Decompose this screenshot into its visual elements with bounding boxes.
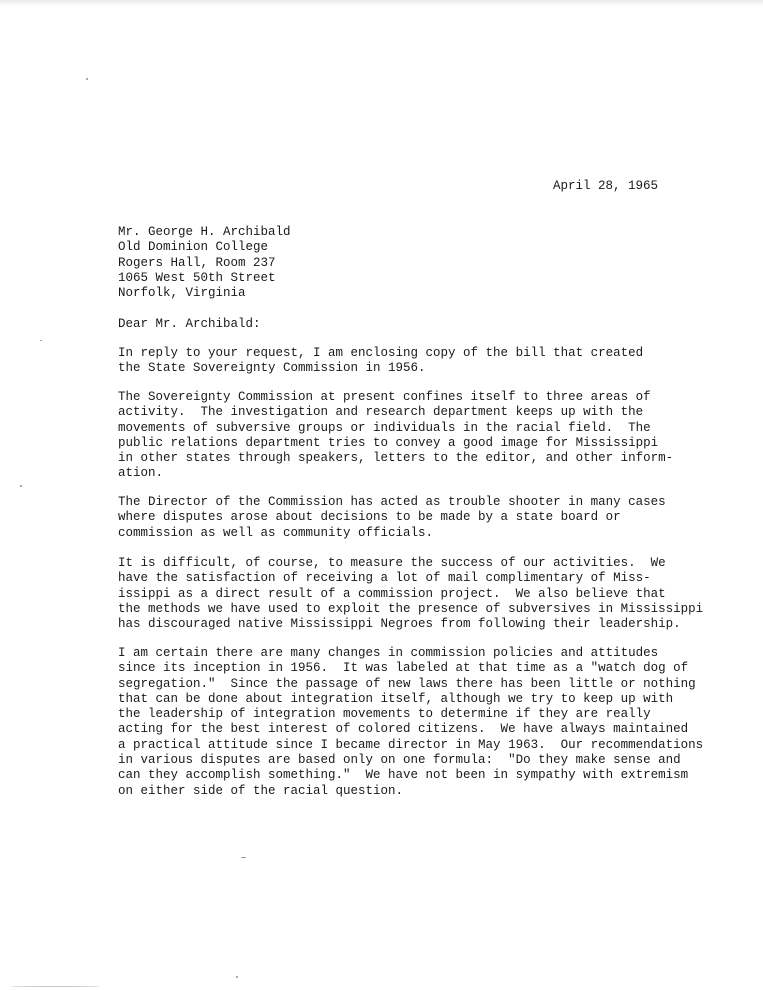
- paragraph-4: [118, 556, 703, 632]
- paragraph-line: acting for the best interest of colored citizens. We have always maintained: [118, 722, 689, 737]
- address-line: Rogers Hall, Room 237: [118, 255, 276, 270]
- salutation: [118, 317, 261, 332]
- paragraph-line: in other states through speakers, letters to the editor, and other inform-: [118, 451, 674, 466]
- paragraph-line: ation.: [118, 466, 164, 481]
- paragraph-line: can they accomplish something." We have not been in sympathy with extremism: [118, 768, 689, 783]
- recipient-address: [118, 225, 291, 301]
- paragraph-line: public relations department tries to convey a good image for Mississippi: [118, 435, 659, 450]
- date-text: April 28, 1965: [553, 179, 659, 193]
- paragraph-line: where disputes arose about decisions to be made by a state board or: [118, 510, 621, 525]
- paragraph-line: activity. The investigation and research department keeps up with the: [118, 405, 644, 420]
- paragraph-line: In reply to your request, I am enclosing copy of the bill that created: [118, 346, 644, 360]
- paragraph-3: [118, 495, 666, 541]
- address-line: Mr. George H. Archibald: [118, 225, 291, 239]
- address-line: Norfolk, Virginia: [118, 286, 246, 301]
- paragraph-line: segregation." Since the passage of new laws there has been little or nothing: [118, 676, 696, 691]
- address-line: 1065 West 50th Street: [118, 270, 276, 285]
- paragraph-5: [118, 646, 703, 799]
- paragraph-line: since its inception in 1956. It was labeled at that time as a "watch dog of: [118, 661, 689, 676]
- scan-edge: [0, 0, 763, 6]
- address-line: Old Dominion College: [118, 240, 269, 255]
- paragraph-line: that can be done about integration itself, although we try to keep up with: [118, 691, 674, 706]
- paragraph-2: [118, 390, 673, 482]
- scan-speck: [241, 857, 246, 858]
- paragraph-line: a practical attitude since I became director in May 1963. Our recommendations: [118, 737, 704, 752]
- paragraph-line: the State Sovereignty Commission in 1956.: [118, 361, 426, 376]
- letter-date: [553, 179, 658, 194]
- paragraph-line: The Director of the Commission has acted as trouble shooter in many cases: [118, 495, 666, 509]
- paragraph-line: movements of subversive groups or individuals in the racial field. The: [118, 420, 651, 435]
- scan-speck: [236, 976, 238, 978]
- scan-speck: [10, 986, 100, 987]
- paragraph-line: on either side of the racial question.: [118, 783, 404, 798]
- paragraph-line: I am certain there are many changes in commission policies and attitudes: [118, 646, 659, 660]
- paragraph-line: It is difficult, of course, to measure the success of our activities. We: [118, 556, 666, 570]
- paragraph-line: issippi as a direct result of a commission project. We also believe that: [118, 586, 666, 601]
- paragraph-1: [118, 346, 643, 377]
- paragraph-line: The Sovereignty Commission at present confines itself to three areas of: [118, 390, 651, 404]
- paragraph-line: has discouraged native Mississippi Negroes from following their leadership.: [118, 617, 681, 632]
- paragraph-line: the methods we have used to exploit the presence of subversives in Mississippi: [118, 601, 704, 616]
- scan-speck: [40, 340, 42, 341]
- scan-speck: [86, 78, 88, 80]
- paragraph-line: in various disputes are based only on one formula: "Do they make sense and: [118, 753, 681, 768]
- salutation-text: Dear Mr. Archibald:: [118, 317, 261, 331]
- paragraph-line: the leadership of integration movements to determine if they are really: [118, 707, 651, 722]
- scan-speck: [20, 485, 22, 487]
- paragraph-line: commission as well as community officials.: [118, 525, 434, 540]
- paragraph-line: have the satisfaction of receiving a lot of mail complimentary of Miss-: [118, 571, 651, 586]
